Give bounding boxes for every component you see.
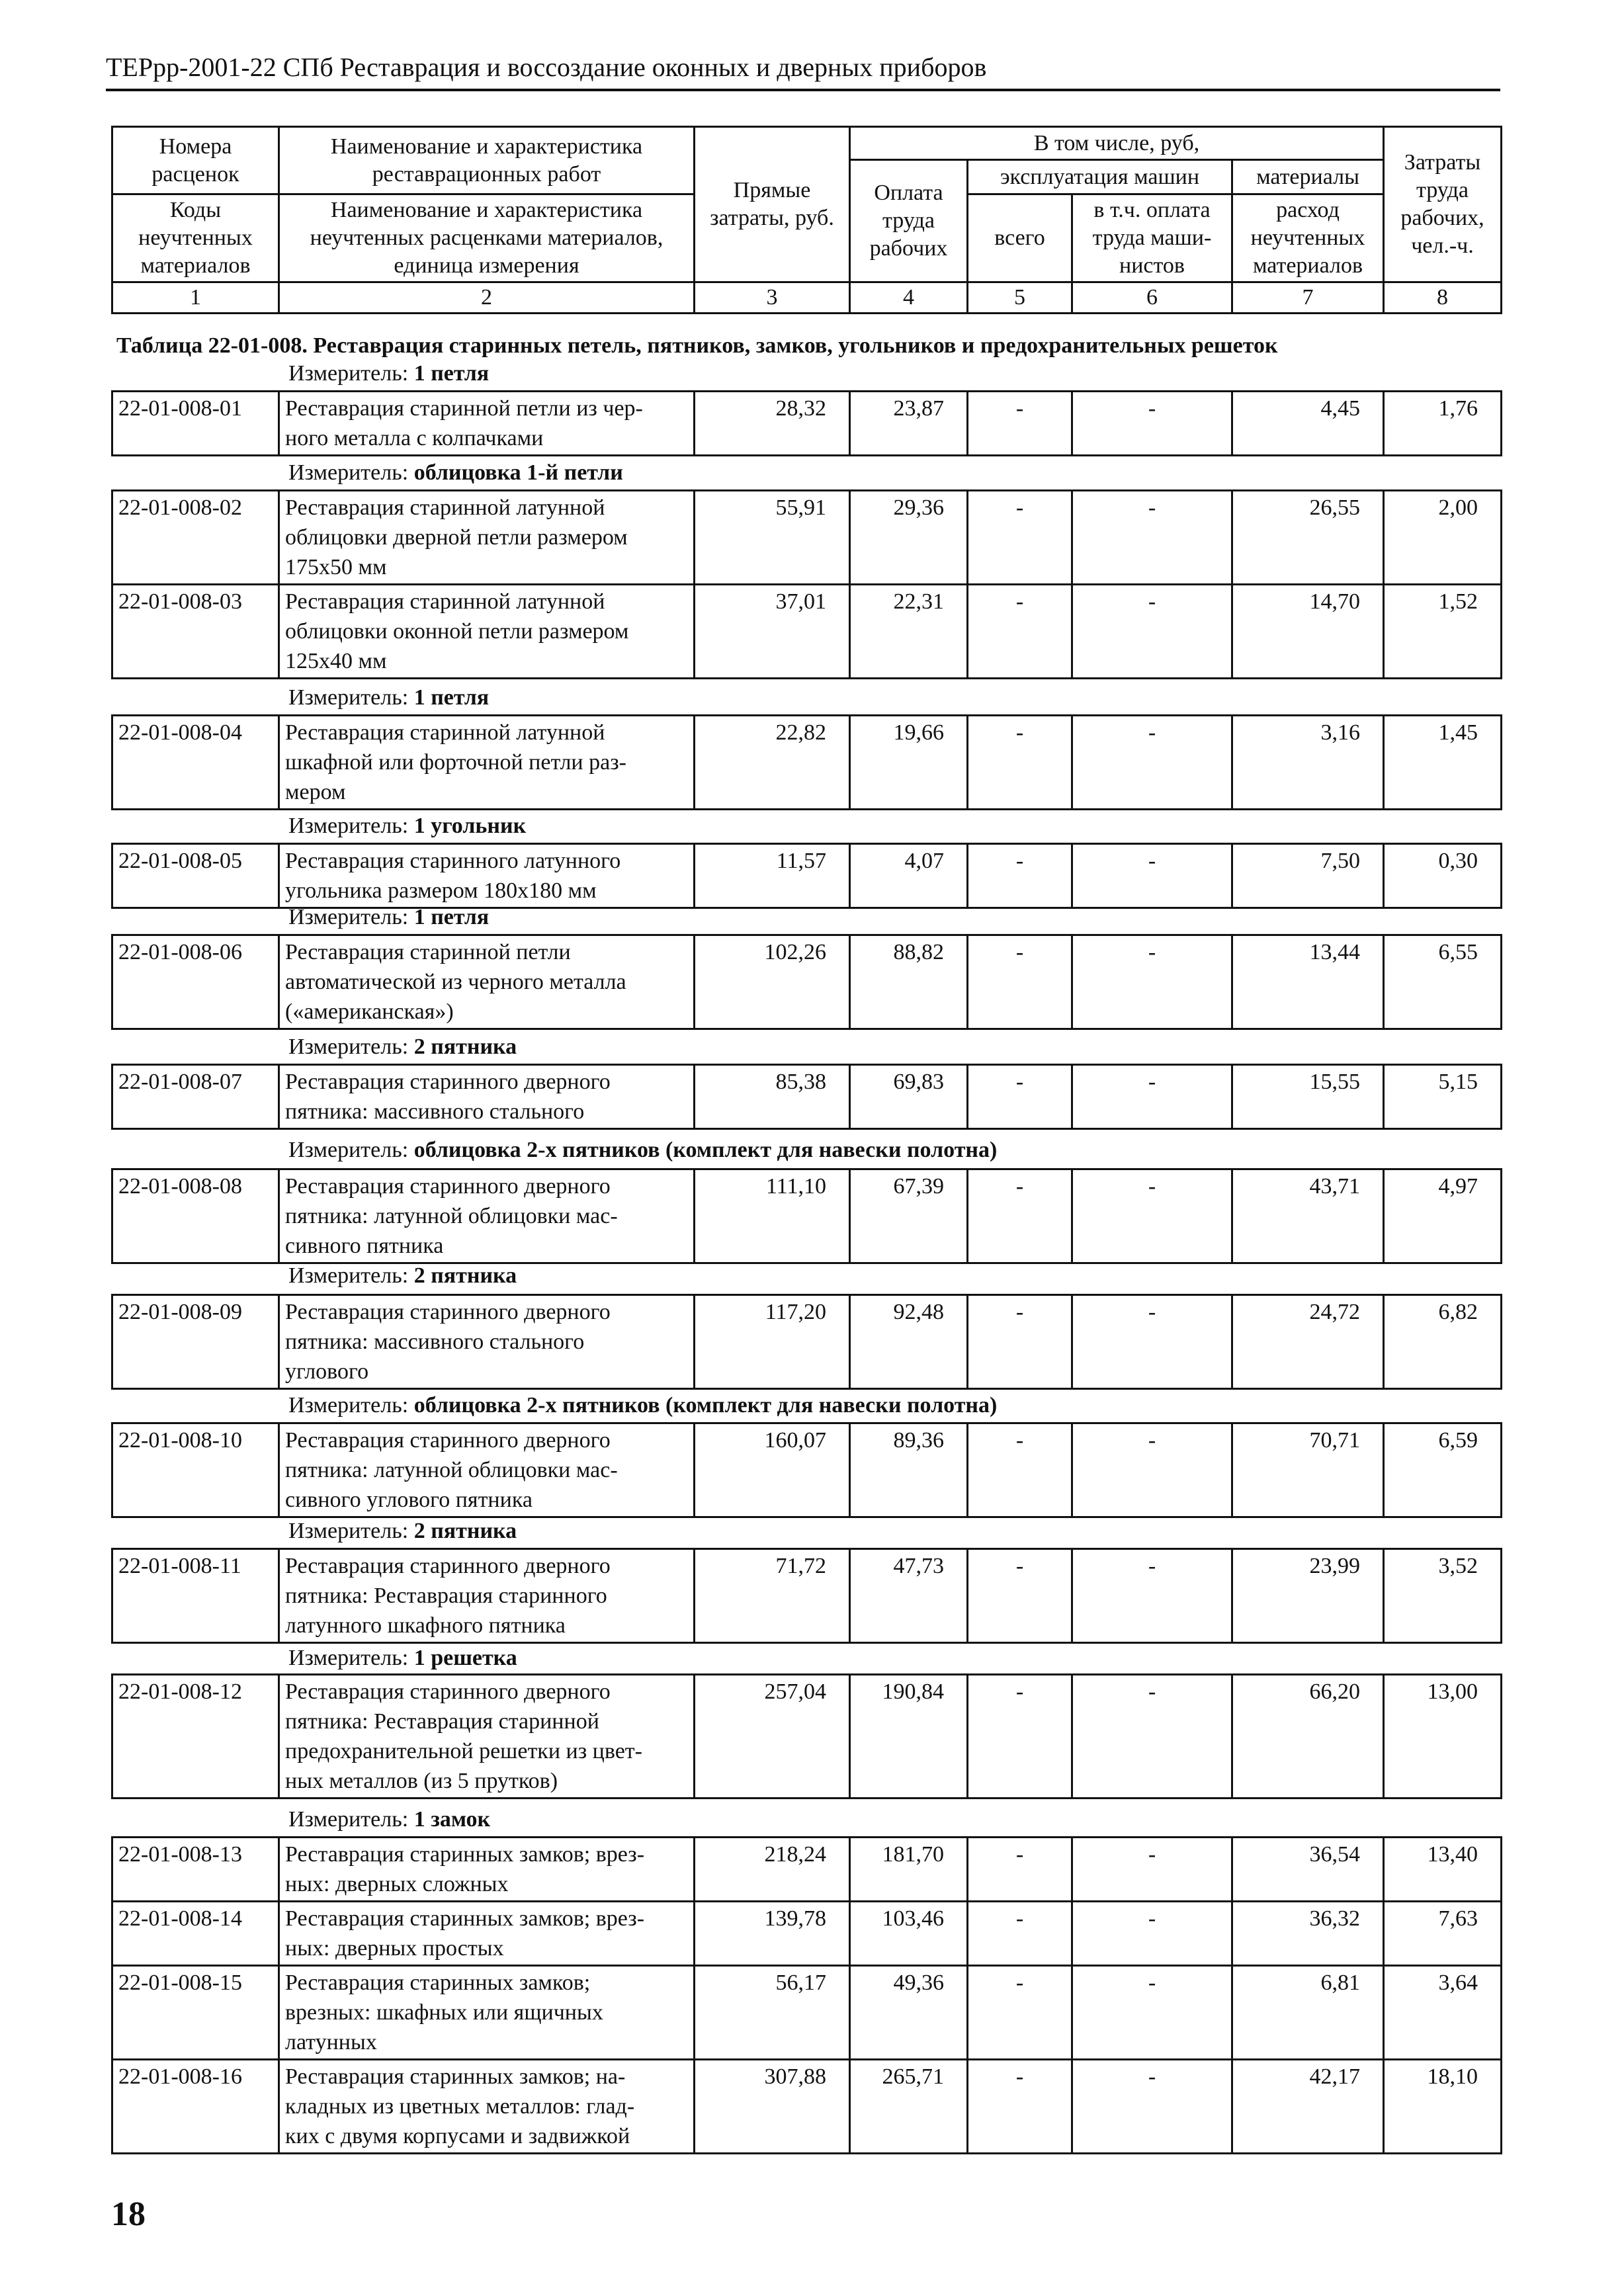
meter-label — [288, 905, 489, 930]
machinists-pay: - — [1072, 935, 1232, 1029]
work-name-line: ных: дверных сложных — [285, 1872, 509, 1896]
rate-code: 22-01-008-10 — [112, 1423, 279, 1517]
table-title: Таблица 22-01-008. Реставрация старинных петель, пятников, замков, угольников и предохранительных решеток — [116, 333, 1278, 358]
rates-table-group — [111, 1836, 1502, 2154]
work-name — [279, 585, 695, 679]
direct-costs: 218,24 — [695, 1838, 850, 1902]
rate-code: 22-01-008-13 — [112, 1838, 279, 1902]
rate-code: 22-01-008-04 — [112, 716, 279, 810]
rate-code: 22-01-008-05 — [112, 844, 279, 908]
table-row — [112, 1169, 1502, 1263]
page-header-title: ТЕРрр-2001-22 СПб Реставрация и воссоздание оконных и дверных приборов — [106, 52, 987, 82]
meter-unit: 1 решетка — [413, 1646, 517, 1670]
work-name-line: Реставрация старинных замков; врез- — [285, 1842, 645, 1867]
machines-total: - — [968, 1423, 1072, 1517]
machines-total: - — [968, 392, 1072, 456]
labor-pay: 89,36 — [850, 1423, 968, 1517]
meter-unit: 1 петля — [413, 905, 490, 929]
rates-table-group — [111, 390, 1502, 456]
header-labor-pay: Оплата труда рабочих — [850, 160, 968, 282]
work-name — [279, 392, 695, 456]
machinists-pay: - — [1072, 1423, 1232, 1517]
machines-total: - — [968, 1169, 1072, 1263]
work-name-line: пятника: массивного стального — [285, 1099, 585, 1124]
labor-pay: 29,36 — [850, 491, 968, 585]
header-materials: материалы — [1232, 160, 1384, 194]
work-name-line: пятника: Реставрация старинной — [285, 1709, 599, 1734]
labor-hours: 3,64 — [1384, 1966, 1502, 2060]
meter-unit: 2 пятника — [413, 1035, 517, 1059]
labor-hours: 0,30 — [1384, 844, 1502, 908]
labor-pay: 190,84 — [850, 1675, 968, 1799]
meter-label — [288, 361, 489, 386]
table-row — [112, 1295, 1502, 1389]
rate-code: 22-01-008-02 — [112, 491, 279, 585]
materials-cost: 36,54 — [1232, 1838, 1384, 1902]
work-name — [279, 1295, 695, 1389]
work-name-line: ких с двумя корпусами и задвижкой — [285, 2124, 630, 2148]
table-row — [112, 935, 1502, 1029]
direct-costs: 37,01 — [695, 585, 850, 679]
work-name — [279, 1065, 695, 1129]
direct-costs: 117,20 — [695, 1295, 850, 1389]
labor-hours: 13,00 — [1384, 1675, 1502, 1799]
table-row — [112, 1966, 1502, 2060]
meter-label — [288, 1138, 997, 1163]
work-name-line: углового — [285, 1359, 369, 1384]
work-name-line: Реставрация старинных замков; — [285, 1970, 591, 1995]
work-name-line: ных: дверных простых — [285, 1936, 504, 1961]
header-direct-costs: Прямые затраты, руб. — [695, 127, 850, 282]
machinists-pay: - — [1072, 844, 1232, 908]
labor-hours: 2,00 — [1384, 491, 1502, 585]
work-name — [279, 1966, 695, 2060]
column-number-3: 3 — [695, 282, 850, 314]
work-name-line: ных металлов (из 5 прутков) — [285, 1769, 558, 1793]
meter-unit: 1 замок — [413, 1807, 491, 1832]
labor-pay: 47,73 — [850, 1549, 968, 1643]
labor-hours: 6,59 — [1384, 1423, 1502, 1517]
direct-costs: 55,91 — [695, 491, 850, 585]
work-name — [279, 1902, 695, 1966]
work-name — [279, 491, 695, 585]
rate-code: 22-01-008-15 — [112, 1966, 279, 2060]
work-name-line: кладных из цветных металлов: глад- — [285, 2094, 635, 2119]
labor-pay: 49,36 — [850, 1966, 968, 2060]
machines-total: - — [968, 1549, 1072, 1643]
rates-table-group — [111, 1064, 1502, 1130]
meter-label — [288, 1807, 490, 1832]
direct-costs: 71,72 — [695, 1549, 850, 1643]
materials-cost: 26,55 — [1232, 491, 1384, 585]
work-name-line: Реставрация старинного дверного — [285, 1554, 611, 1578]
materials-cost: 15,55 — [1232, 1065, 1384, 1129]
materials-cost: 24,72 — [1232, 1295, 1384, 1389]
rates-table-group — [111, 1548, 1502, 1644]
materials-cost: 13,44 — [1232, 935, 1384, 1029]
work-name — [279, 935, 695, 1029]
machines-total: - — [968, 1838, 1072, 1902]
direct-costs: 257,04 — [695, 1675, 850, 1799]
work-name-line: латунных — [285, 2030, 377, 2054]
column-number-2: 2 — [279, 282, 695, 314]
direct-costs: 111,10 — [695, 1169, 850, 1263]
work-name-line: Реставрация старинного дверного — [285, 1070, 611, 1094]
direct-costs: 22,82 — [695, 716, 850, 810]
column-number-4: 4 — [850, 282, 968, 314]
meter-prefix: Измеритель: — [288, 814, 409, 838]
work-name-line: пятника: латунной облицовки мас- — [285, 1458, 618, 1482]
meter-prefix: Измеритель: — [288, 685, 409, 710]
work-name-line: 125x40 мм — [285, 649, 387, 673]
machines-total: - — [968, 1065, 1072, 1129]
machines-total: - — [968, 2060, 1072, 2154]
labor-pay: 19,66 — [850, 716, 968, 810]
meter-label — [288, 1646, 517, 1671]
machines-total: - — [968, 1675, 1072, 1799]
materials-cost: 42,17 — [1232, 2060, 1384, 2154]
direct-costs: 102,26 — [695, 935, 850, 1029]
table-row — [112, 491, 1502, 585]
header-materials-consumption: расход неучтенных материалов — [1232, 194, 1384, 282]
machinists-pay: - — [1072, 1902, 1232, 1966]
meter-label — [288, 685, 489, 710]
machinists-pay: - — [1072, 1838, 1232, 1902]
header-including: В том числе, руб, — [850, 127, 1384, 160]
meter-prefix: Измеритель: — [288, 1519, 409, 1543]
work-name-line: Реставрация старинной латунной — [285, 720, 605, 745]
materials-cost: 23,99 — [1232, 1549, 1384, 1643]
meter-label — [288, 1035, 517, 1060]
labor-pay: 88,82 — [850, 935, 968, 1029]
rate-code: 22-01-008-11 — [112, 1549, 279, 1643]
machines-total: - — [968, 585, 1072, 679]
machinists-pay: - — [1072, 1065, 1232, 1129]
meter-prefix: Измеритель: — [288, 361, 409, 386]
header-material-codes: Коды неучтенных материалов — [112, 194, 279, 282]
meter-unit: облицовка 2-х пятников (комплект для навески полотна) — [413, 1393, 998, 1418]
meter-unit: 1 петля — [413, 685, 490, 710]
header-labor-hours: Затраты труда рабочих, чел.-ч. — [1384, 127, 1502, 282]
page-number: 18 — [111, 2195, 146, 2233]
machines-total: - — [968, 491, 1072, 585]
materials-cost: 3,16 — [1232, 716, 1384, 810]
labor-pay: 181,70 — [850, 1838, 968, 1902]
meter-prefix: Измеритель: — [288, 1138, 409, 1162]
header-material-names: Наименование и характеристика неучтенных расценками материалов, единица измерения — [279, 194, 695, 282]
machinists-pay: - — [1072, 1966, 1232, 2060]
work-name-line: Реставрация старинной петли — [285, 940, 571, 964]
work-name-line: пятника: массивного стального — [285, 1330, 585, 1354]
work-name — [279, 1675, 695, 1799]
machinists-pay: - — [1072, 491, 1232, 585]
meter-unit: 2 пятника — [413, 1263, 517, 1288]
rate-code: 22-01-008-03 — [112, 585, 279, 679]
rates-table-group — [111, 1673, 1502, 1799]
table-row — [112, 392, 1502, 456]
header-machinists-pay: в т.ч. оплата труда маши- нистов — [1072, 194, 1232, 282]
work-name-line: Реставрация старинного дверного — [285, 1679, 611, 1704]
column-header-table — [111, 126, 1502, 314]
meter-prefix: Измеритель: — [288, 1646, 409, 1670]
table-row — [112, 1838, 1502, 1902]
table-row — [112, 2060, 1502, 2154]
rates-table-group — [111, 843, 1502, 909]
labor-pay: 92,48 — [850, 1295, 968, 1389]
column-number-8: 8 — [1384, 282, 1502, 314]
work-name-line: облицовки оконной петли размером — [285, 619, 629, 644]
work-name-line: Реставрация старинной петли из чер- — [285, 396, 643, 421]
work-name-line: Реставрация старинного латунного — [285, 849, 621, 873]
rate-code: 22-01-008-12 — [112, 1675, 279, 1799]
materials-cost: 36,32 — [1232, 1902, 1384, 1966]
meter-prefix: Измеритель: — [288, 1393, 409, 1418]
table-row — [112, 1549, 1502, 1643]
work-name-line: Реставрация старинного дверного — [285, 1174, 611, 1199]
table-row — [112, 1423, 1502, 1517]
work-name-line: предохранительной решетки из цвет- — [285, 1739, 642, 1763]
meter-label — [288, 1393, 997, 1418]
meter-unit: облицовка 1-й петли — [413, 460, 623, 485]
column-number-5: 5 — [968, 282, 1072, 314]
meter-unit: облицовка 2-х пятников (комплект для навески полотна) — [413, 1138, 998, 1162]
work-name-line: облицовки дверной петли размером — [285, 525, 628, 550]
rates-table-group — [111, 1168, 1502, 1264]
meter-prefix: Измеритель: — [288, 1035, 409, 1059]
meter-unit: 2 пятника — [413, 1519, 517, 1543]
labor-pay: 69,83 — [850, 1065, 968, 1129]
direct-costs: 85,38 — [695, 1065, 850, 1129]
rates-table-group — [111, 714, 1502, 810]
direct-costs: 28,32 — [695, 392, 850, 456]
rate-code: 22-01-008-09 — [112, 1295, 279, 1389]
labor-hours: 6,82 — [1384, 1295, 1502, 1389]
labor-pay: 103,46 — [850, 1902, 968, 1966]
work-name-line: пятника: Реставрация старинного — [285, 1584, 607, 1608]
machines-total: - — [968, 844, 1072, 908]
meter-unit: 1 угольник — [413, 814, 527, 838]
work-name-line: («американская») — [285, 999, 454, 1024]
work-name-line: Реставрация старинной латунной — [285, 589, 605, 614]
work-name — [279, 716, 695, 810]
column-number-6: 6 — [1072, 282, 1232, 314]
table-row — [112, 844, 1502, 908]
direct-costs: 11,57 — [695, 844, 850, 908]
work-name — [279, 844, 695, 908]
work-name-line: Реставрация старинных замков; на- — [285, 2064, 626, 2089]
rates-table-group — [111, 934, 1502, 1030]
labor-hours: 7,63 — [1384, 1902, 1502, 1966]
machines-total: - — [968, 1295, 1072, 1389]
work-name-line: ного металла с колпачками — [285, 426, 544, 450]
labor-hours: 13,40 — [1384, 1838, 1502, 1902]
table-row — [112, 716, 1502, 810]
materials-cost: 4,45 — [1232, 392, 1384, 456]
table-row — [112, 585, 1502, 679]
labor-hours: 1,76 — [1384, 392, 1502, 456]
work-name-line: шкафной или форточной петли раз- — [285, 750, 626, 775]
rate-code: 22-01-008-14 — [112, 1902, 279, 1966]
work-name-line: сивного пятника — [285, 1234, 444, 1258]
rate-code: 22-01-008-06 — [112, 935, 279, 1029]
labor-hours: 5,15 — [1384, 1065, 1502, 1129]
labor-pay: 23,87 — [850, 392, 968, 456]
work-name — [279, 2060, 695, 2154]
work-name-line: врезных: шкафных или ящичных — [285, 2000, 603, 2025]
table-row — [112, 1675, 1502, 1799]
labor-pay: 22,31 — [850, 585, 968, 679]
meter-label — [288, 1519, 517, 1544]
labor-hours: 1,45 — [1384, 716, 1502, 810]
table-row — [112, 1065, 1502, 1129]
direct-costs: 56,17 — [695, 1966, 850, 2060]
labor-hours: 6,55 — [1384, 935, 1502, 1029]
materials-cost: 70,71 — [1232, 1423, 1384, 1517]
machinists-pay: - — [1072, 1675, 1232, 1799]
work-name-line: мером — [285, 780, 346, 804]
work-name — [279, 1549, 695, 1643]
work-name-line: угольника размером 180x180 мм — [285, 878, 597, 903]
work-name-line: Реставрация старинного дверного — [285, 1300, 611, 1324]
header-machines-total: всего — [968, 194, 1072, 282]
labor-pay: 4,07 — [850, 844, 968, 908]
labor-pay: 67,39 — [850, 1169, 968, 1263]
materials-cost: 14,70 — [1232, 585, 1384, 679]
machinists-pay: - — [1072, 1549, 1232, 1643]
column-number-1: 1 — [112, 282, 279, 314]
direct-costs: 307,88 — [695, 2060, 850, 2154]
header-work-name: Наименование и характеристика реставрационных работ — [279, 127, 695, 194]
work-name-line: Реставрация старинного дверного — [285, 1428, 611, 1453]
meter-label — [288, 460, 623, 486]
work-name-line: латунного шкафного пятника — [285, 1613, 566, 1638]
machinists-pay: - — [1072, 392, 1232, 456]
rate-code: 22-01-008-07 — [112, 1065, 279, 1129]
work-name-line: Реставрация старинной латунной — [285, 495, 605, 520]
machines-total: - — [968, 1902, 1072, 1966]
header-machines: эксплуатация машин — [968, 160, 1232, 194]
column-number-7: 7 — [1232, 282, 1384, 314]
machinists-pay: - — [1072, 1169, 1232, 1263]
work-name — [279, 1423, 695, 1517]
labor-pay: 265,71 — [850, 2060, 968, 2154]
labor-hours: 18,10 — [1384, 2060, 1502, 2154]
labor-hours: 3,52 — [1384, 1549, 1502, 1643]
work-name-line: Реставрация старинных замков; врез- — [285, 1906, 645, 1931]
rate-code: 22-01-008-08 — [112, 1169, 279, 1263]
work-name-line: 175x50 мм — [285, 555, 387, 579]
materials-cost: 66,20 — [1232, 1675, 1384, 1799]
work-name — [279, 1169, 695, 1263]
machinists-pay: - — [1072, 2060, 1232, 2154]
materials-cost: 7,50 — [1232, 844, 1384, 908]
rate-code: 22-01-008-01 — [112, 392, 279, 456]
rates-table-group — [111, 1294, 1502, 1390]
machinists-pay: - — [1072, 585, 1232, 679]
direct-costs: 160,07 — [695, 1423, 850, 1517]
rates-table-group — [111, 489, 1502, 679]
work-name-line: пятника: латунной облицовки мас- — [285, 1204, 618, 1228]
rate-code: 22-01-008-16 — [112, 2060, 279, 2154]
direct-costs: 139,78 — [695, 1902, 850, 1966]
machinists-pay: - — [1072, 716, 1232, 810]
work-name-line: автоматической из черного металла — [285, 970, 626, 994]
meter-prefix: Измеритель: — [288, 1807, 409, 1832]
machines-total: - — [968, 935, 1072, 1029]
table-row — [112, 1902, 1502, 1966]
meter-prefix: Измеритель: — [288, 905, 409, 929]
header-rate-numbers: Номера расценок — [112, 127, 279, 194]
meter-prefix: Измеритель: — [288, 460, 409, 485]
machinists-pay: - — [1072, 1295, 1232, 1389]
work-name-line: сивного углового пятника — [285, 1488, 533, 1512]
meter-prefix: Измеритель: — [288, 1263, 409, 1288]
materials-cost: 43,71 — [1232, 1169, 1384, 1263]
labor-hours: 4,97 — [1384, 1169, 1502, 1263]
meter-label — [288, 1263, 517, 1289]
work-name — [279, 1838, 695, 1902]
header-rule — [106, 89, 1500, 91]
labor-hours: 1,52 — [1384, 585, 1502, 679]
rates-table-group — [111, 1422, 1502, 1518]
machines-total: - — [968, 1966, 1072, 2060]
machines-total: - — [968, 716, 1072, 810]
materials-cost: 6,81 — [1232, 1966, 1384, 2060]
meter-unit: 1 петля — [413, 361, 490, 386]
meter-label — [288, 814, 526, 839]
